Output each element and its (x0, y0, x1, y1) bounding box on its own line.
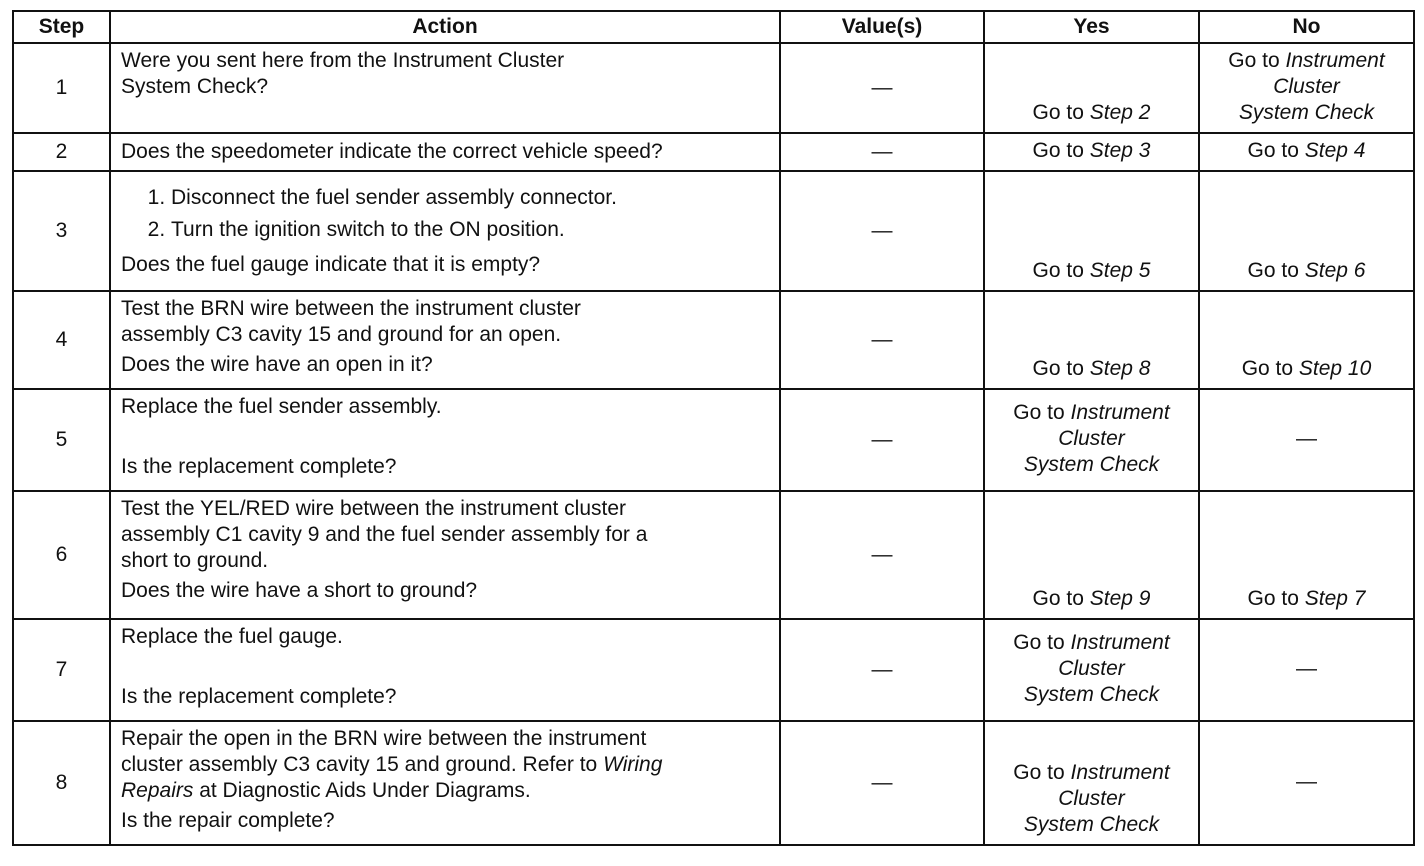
no-cell (1199, 171, 1414, 291)
yes-cell (984, 619, 1199, 721)
yes-step-link[interactable]: Step 8 (1089, 357, 1151, 380)
yes-prefix: Go to (1013, 631, 1071, 654)
no-prefix: Go to (1241, 357, 1299, 380)
action-cell (110, 721, 780, 845)
no-prefix: Go to (1228, 49, 1286, 72)
yes-cell (984, 171, 1199, 291)
value-dash: — (871, 219, 893, 242)
value-cell (780, 491, 984, 619)
yes-ref-link[interactable]: System Check (1023, 683, 1160, 706)
yes-step-link[interactable]: Step 9 (1089, 587, 1151, 610)
action-line: Replace the fuel sender assembly. (121, 395, 442, 418)
wiring-repairs-link[interactable]: Wiring (603, 753, 663, 776)
no-ref-link[interactable]: Cluster (1273, 75, 1340, 98)
action-question: Is the replacement complete? (121, 685, 397, 708)
action-line: Repair the open in the BRN wire between the instrument (121, 727, 647, 750)
action-cell (110, 389, 780, 491)
yes-cell (984, 389, 1199, 491)
no-cell (1199, 389, 1414, 491)
action-question: Is the replacement complete? (121, 455, 397, 478)
yes-ref-link[interactable]: Cluster (1058, 657, 1125, 680)
yes-step-link[interactable]: Step 2 (1089, 101, 1151, 124)
step-number: 1 (13, 43, 110, 133)
action-line: System Check? (121, 75, 269, 98)
no-step-link[interactable]: Step 10 (1298, 357, 1372, 380)
header-yes: Yes (984, 11, 1199, 43)
yes-prefix: Go to (1032, 101, 1090, 124)
diagnostic-table (12, 10, 1415, 846)
value-dash: — (871, 428, 893, 451)
step-number: 7 (13, 619, 110, 721)
yes-cell (984, 43, 1199, 133)
action-text: cluster assembly C3 cavity 15 and ground. Refer to (121, 753, 604, 776)
list-item: 2. Turn the ignition switch to the ON position. (171, 214, 769, 246)
step-number: 8 (13, 721, 110, 845)
action-line: Replace the fuel gauge. (121, 625, 343, 648)
action-question: Does the fuel gauge indicate that it is empty? (121, 253, 541, 276)
table-row (13, 491, 1414, 619)
diagnostic-table-container (12, 10, 1415, 846)
wiring-repairs-link[interactable]: Repairs (121, 779, 194, 802)
yes-prefix: Go to (1032, 139, 1090, 162)
yes-cell (984, 133, 1199, 171)
value-dash: — (871, 771, 893, 794)
value-dash: — (871, 658, 893, 681)
no-dash: — (1296, 427, 1317, 450)
yes-ref-link[interactable]: System Check (1023, 813, 1160, 836)
value-cell (780, 619, 984, 721)
no-dash: — (1296, 657, 1317, 680)
action-cell (110, 291, 780, 389)
no-prefix: Go to (1247, 259, 1305, 282)
header-row (13, 11, 1414, 43)
value-dash: — (871, 328, 893, 351)
yes-prefix: Go to (1032, 357, 1090, 380)
table-row (13, 171, 1414, 291)
action-question: Is the repair complete? (121, 809, 335, 832)
action-question: Does the wire have an open in it? (121, 353, 433, 376)
yes-prefix: Go to (1032, 587, 1090, 610)
value-cell (780, 389, 984, 491)
yes-cell (984, 491, 1199, 619)
header-no: No (1199, 11, 1414, 43)
yes-ref-link[interactable]: Instrument (1070, 401, 1170, 424)
yes-step-link[interactable]: Step 5 (1089, 259, 1151, 282)
table-row (13, 721, 1414, 845)
yes-ref-link[interactable]: Instrument (1070, 631, 1170, 654)
value-dash: — (871, 543, 893, 566)
yes-cell (984, 721, 1199, 845)
action-line: Does the speedometer indicate the correct vehicle speed? (121, 140, 663, 163)
action-cell (110, 171, 780, 291)
action-line: Test the BRN wire between the instrument cluster (121, 297, 581, 320)
action-cell (110, 619, 780, 721)
no-ref-link[interactable]: System Check (1238, 101, 1375, 124)
step-number: 5 (13, 389, 110, 491)
header-step: Step (13, 11, 110, 43)
action-cell (110, 491, 780, 619)
yes-prefix: Go to (1032, 259, 1090, 282)
value-dash: — (871, 76, 893, 99)
action-line: assembly C1 cavity 9 and the fuel sender assembly for a (121, 523, 648, 546)
value-cell (780, 171, 984, 291)
step-number: 2 (13, 133, 110, 171)
value-cell (780, 133, 984, 171)
table-row (13, 133, 1414, 171)
no-prefix: Go to (1247, 587, 1305, 610)
yes-prefix: Go to (1013, 401, 1071, 424)
yes-ref-link[interactable]: Instrument (1070, 761, 1170, 784)
list-item: 1. Disconnect the fuel sender assembly connector. (171, 182, 769, 214)
action-text: at Diagnostic Aids Under Diagrams. (193, 779, 531, 802)
no-cell (1199, 43, 1414, 133)
no-cell (1199, 291, 1414, 389)
step-number: 4 (13, 291, 110, 389)
action-line: short to ground. (121, 549, 269, 572)
table-row (13, 43, 1414, 133)
table-row (13, 389, 1414, 491)
step-number: 3 (13, 171, 110, 291)
table-row (13, 619, 1414, 721)
action-line: assembly C3 cavity 15 and ground for an open. (121, 323, 562, 346)
yes-ref-link[interactable]: Cluster (1058, 427, 1125, 450)
header-values: Value(s) (780, 11, 984, 43)
no-cell (1199, 491, 1414, 619)
no-cell (1199, 133, 1414, 171)
value-dash: — (871, 140, 893, 163)
no-cell (1199, 619, 1414, 721)
no-cell (1199, 721, 1414, 845)
no-step-link[interactable]: Step 4 (1304, 139, 1366, 162)
value-cell (780, 43, 984, 133)
action-cell (110, 133, 780, 171)
no-prefix: Go to (1247, 139, 1305, 162)
no-dash: — (1296, 770, 1317, 793)
yes-ref-link[interactable]: System Check (1023, 453, 1160, 476)
action-steps-list (121, 182, 769, 246)
action-cell (110, 43, 780, 133)
no-ref-link[interactable]: Instrument (1285, 49, 1385, 72)
action-line: Were you sent here from the Instrument Cluster (121, 49, 565, 72)
no-step-link[interactable]: Step 6 (1304, 259, 1366, 282)
step-number: 6 (13, 491, 110, 619)
table-row (13, 291, 1414, 389)
value-cell (780, 291, 984, 389)
header-action: Action (110, 11, 780, 43)
yes-prefix: Go to (1013, 761, 1071, 784)
yes-cell (984, 291, 1199, 389)
action-question: Does the wire have a short to ground? (121, 579, 478, 602)
action-line: Test the YEL/RED wire between the instrument cluster (121, 497, 627, 520)
value-cell (780, 721, 984, 845)
yes-ref-link[interactable]: Cluster (1058, 787, 1125, 810)
yes-step-link[interactable]: Step 3 (1089, 139, 1151, 162)
no-step-link[interactable]: Step 7 (1304, 587, 1366, 610)
